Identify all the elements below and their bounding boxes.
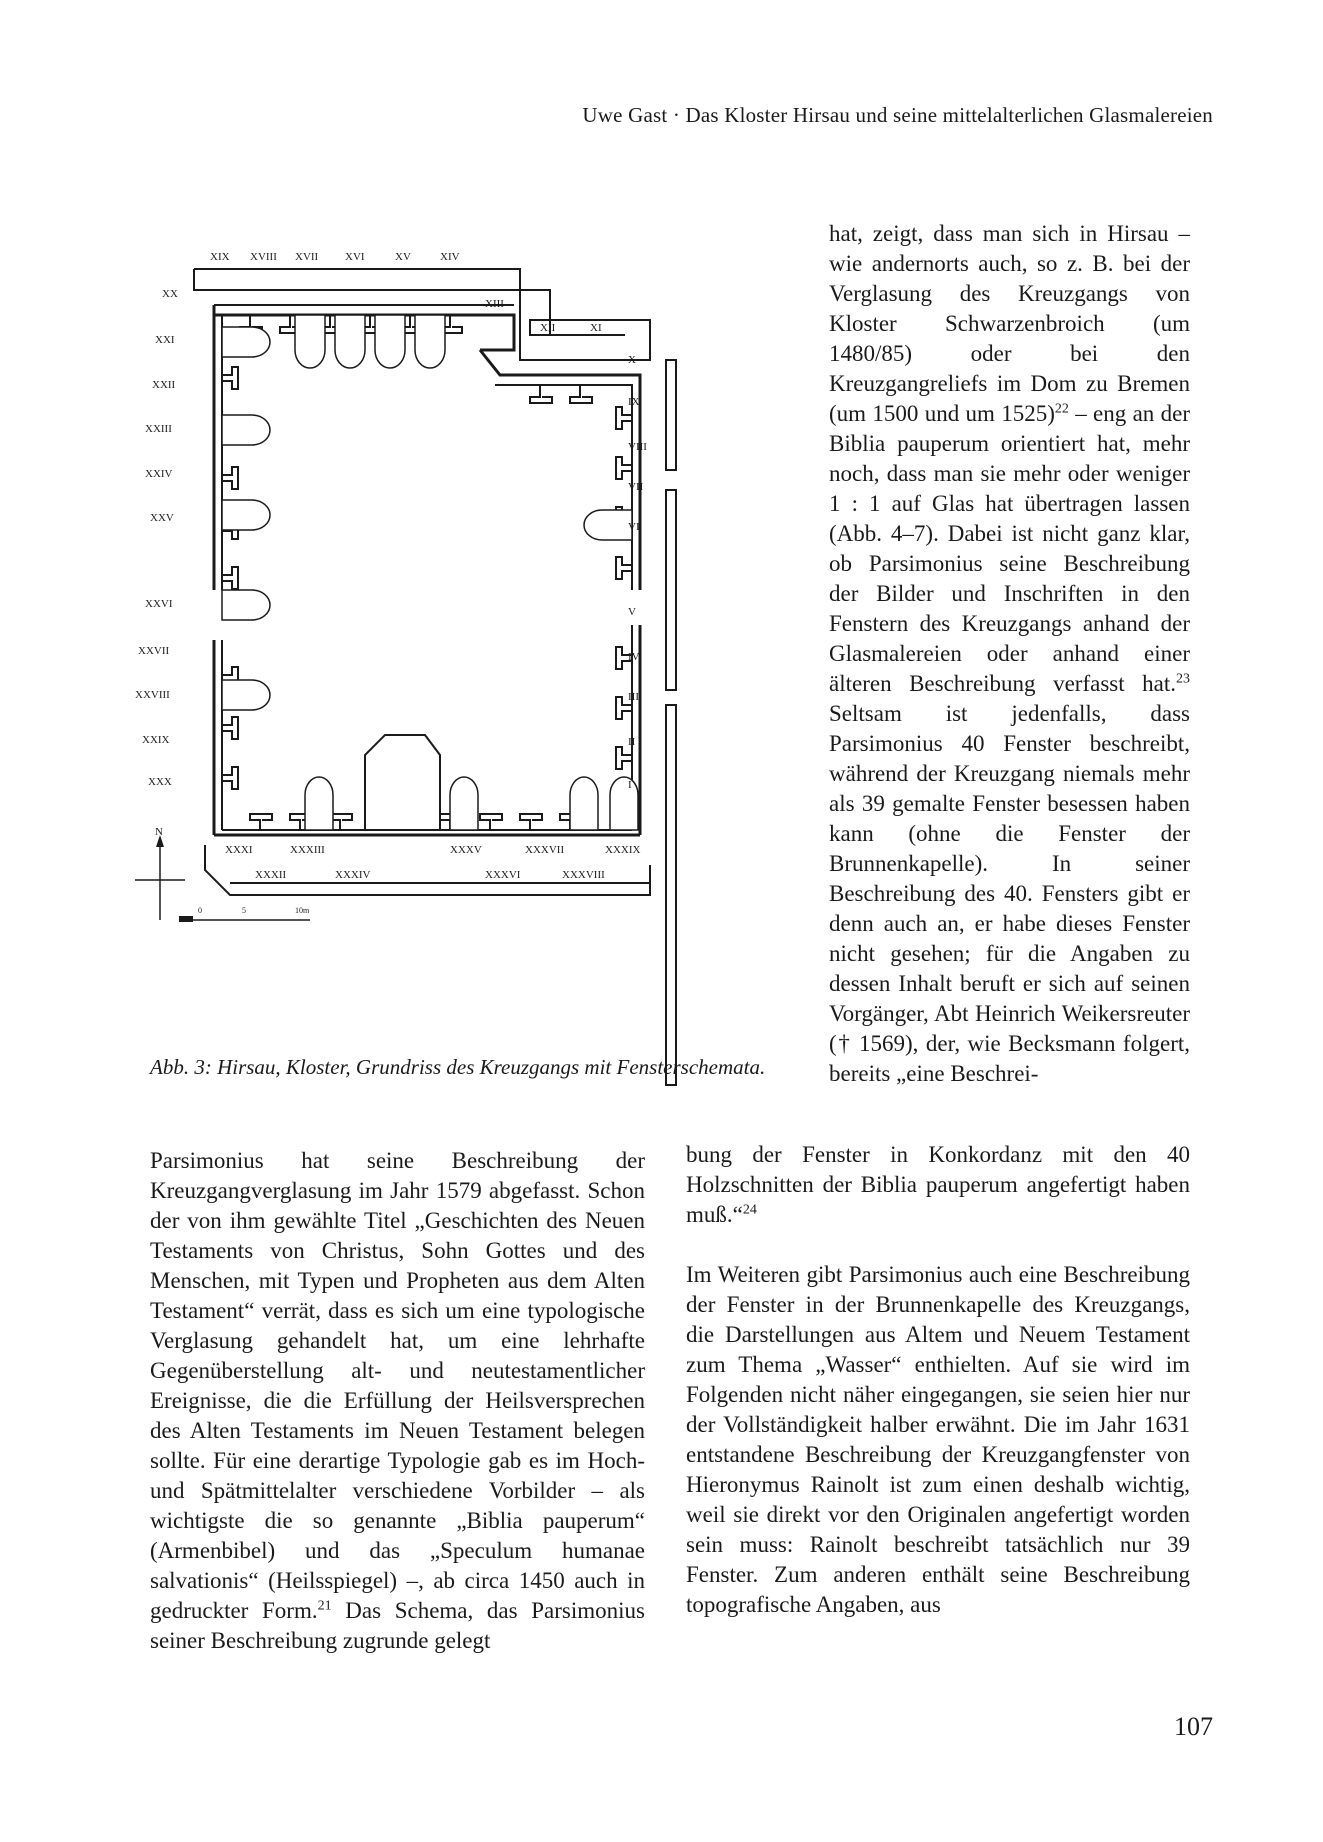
paragraph-text: bung der Fenster in Konkordanz mit den 40 Holzschnitten der Biblia pauperum angefertigt haben muß.“: [686, 1142, 1190, 1227]
paragraph-text: – eng an der Biblia pauperum orientiert hat, mehr noch, dass man sie mehr oder weniger 1 : 1 auf Glas hat übertragen lassen (Abb. 4–7). Dabei ist nicht ganz klar, ob Parsimonius seine Beschreibung der Bilder und Inschriften in den Fenstern des Kreuzgangs anhand der Glasmalereien oder anhand einer älteren Beschreibung verfasst hat.: [829, 401, 1190, 696]
window-label: XVII: [295, 251, 319, 263]
window-label: II: [628, 736, 636, 748]
figure-caption: Abb. 3: Hirsau, Kloster, Grundriss des Kreuzgangs mit Fensterschemata.: [150, 1055, 766, 1079]
window-label: XXXVI: [485, 869, 521, 881]
north-label: N: [155, 826, 163, 838]
window-label: XXXIV: [335, 869, 371, 881]
window-label: XV: [395, 251, 411, 263]
window-label: I: [628, 779, 632, 791]
window-label: XIV: [440, 251, 460, 263]
window-label: IX: [628, 396, 640, 408]
window-label: XXIV: [145, 468, 173, 480]
footnote-ref[interactable]: 23: [1176, 671, 1190, 687]
window-label: VI: [628, 521, 640, 533]
window-label: III: [628, 691, 639, 703]
window-label: XXXVIII: [562, 869, 605, 881]
window-label: XXIII: [145, 423, 172, 435]
text-column-left: [150, 1146, 645, 1656]
window-label: XXXII: [255, 869, 287, 881]
window-label: V: [628, 606, 636, 618]
paragraph-text: Parsimonius hat seine Beschreibung der Kreuzgangverglasung im Jahr 1579 abgefasst. Schon der von ihm gewählte Titel „Geschichten des Neuen Testaments von Christus, Sohn Gottes und des Menschen, mit Typen und Propheten aus dem Alten Testament“ verrät, dass es sich um eine typologische Verglasung gehandelt hat, um eine lehrhafte Gegenüberstellung alt- und neutestamentlicher Ereignisse, die die Erfüllung der Heilsversprechen des Alten Testaments im Neuen Testament belegen sollte. Für eine derartige Typologie gab es im Hoch- und Spätmittelalter verschiedene Vorbilder – als wichtigste die so genannte „Biblia pauperum“ (Armenbibel) und das „Speculum humanae salvationis“ (Heilsspiegel) –, ab circa 1450 auch in gedruckter Form.: [150, 1148, 645, 1623]
footnote-ref[interactable]: 24: [742, 1202, 757, 1218]
paragraph-text: Im Weiteren gibt Parsimonius auch eine Beschreibung der Fenster in der Brunnenkapelle des Kreuzgangs, die Darstellungen aus Altem und Neuem Testament zum Thema „Wasser“ enthielten. Auf sie wird im Folgenden nicht näher eingegangen, sie seien hier nur der Vollständigkeit halber erwähnt. Die im Jahr 1631 entstandene Beschreibung der Kreuzgangfenster von Hieronymus Rainolt ist zum einen deshalb wichtig, weil sie direkt vor den Originalen angefertigt worden sein muss: Rainolt beschreibt tatsächlich nur 39 Fenster. Zum anderen enthält seine Beschreibung topografische Angaben, aus: [686, 1262, 1190, 1617]
scale-label: 0: [198, 906, 202, 915]
running-header: Uwe Gast · Das Kloster Hirsau und seine mittelalterlichen Glasmalereien: [582, 103, 1213, 127]
window-label: XXXIX: [605, 844, 641, 856]
window-label: XXXVII: [525, 844, 565, 856]
window-label: XXIX: [142, 734, 170, 746]
window-label: XXXI: [225, 844, 253, 856]
window-label: XXV: [150, 512, 174, 524]
window-label: XXXV: [450, 844, 482, 856]
window-label: XXX: [148, 776, 172, 788]
window-label: XXVII: [138, 645, 170, 657]
window-label: XXXIII: [290, 844, 325, 856]
window-label: XXVIII: [135, 689, 170, 701]
window-label: XII: [540, 322, 556, 334]
window-label: XXVI: [145, 598, 173, 610]
window-label: X: [628, 354, 636, 366]
footnote-ref[interactable]: 21: [317, 1598, 332, 1614]
window-label: XI: [590, 322, 602, 334]
cloister-floor-plan: [135, 235, 790, 1035]
text-column-right-top: [829, 219, 1190, 1089]
paragraph-text: hat, zeigt, dass man sich in Hirsau – wie andernorts auch, so z. B. bei der Verglasung des Kreuzgangs von Kloster Schwarzenbroich (um 1480/85) oder bei den Kreuzgangreliefs im Dom zu Bremen (um 1500 und um 1525): [829, 221, 1190, 426]
scale-label: 10m: [295, 906, 310, 915]
scale-label: 5: [242, 906, 246, 915]
window-label: VIII: [628, 441, 647, 453]
text-column-right-bottom: [686, 1140, 1190, 1620]
paragraph-text: Seltsam ist jedenfalls, dass Parsimonius 40 Fenster beschreibt, während der Kreuzgang niemals mehr als 39 gemalte Fenster besessen haben kann (ohne die Fenster der Brunnenkapelle). In seiner Beschreibung des 40. Fensters gibt er denn auch an, er habe dieses Fenster nicht gesehen; für die Angaben zu dessen Inhalt beruft er sich auf seinen Vorgänger, Abt Heinrich Weikersreuter († 1569), der, wie Becksmann folgert, bereits „eine Beschrei-: [829, 701, 1190, 1086]
window-label: XIII: [485, 298, 504, 310]
window-label: VII: [628, 481, 644, 493]
page-number: 107: [1174, 1712, 1213, 1741]
floor-plan-drawing: [135, 235, 790, 1035]
window-label: XXII: [152, 379, 176, 391]
window-label: XVIII: [250, 251, 277, 263]
window-label: XVI: [345, 251, 365, 263]
footnote-ref[interactable]: 22: [1054, 401, 1069, 417]
window-label: XX: [162, 288, 178, 300]
window-label: XIX: [210, 251, 230, 263]
paragraph-text: Das Schema, das Parsimonius seiner Beschreibung zugrunde gelegt: [150, 1598, 645, 1653]
window-label: XXI: [155, 334, 175, 346]
window-label: IV: [628, 651, 640, 663]
